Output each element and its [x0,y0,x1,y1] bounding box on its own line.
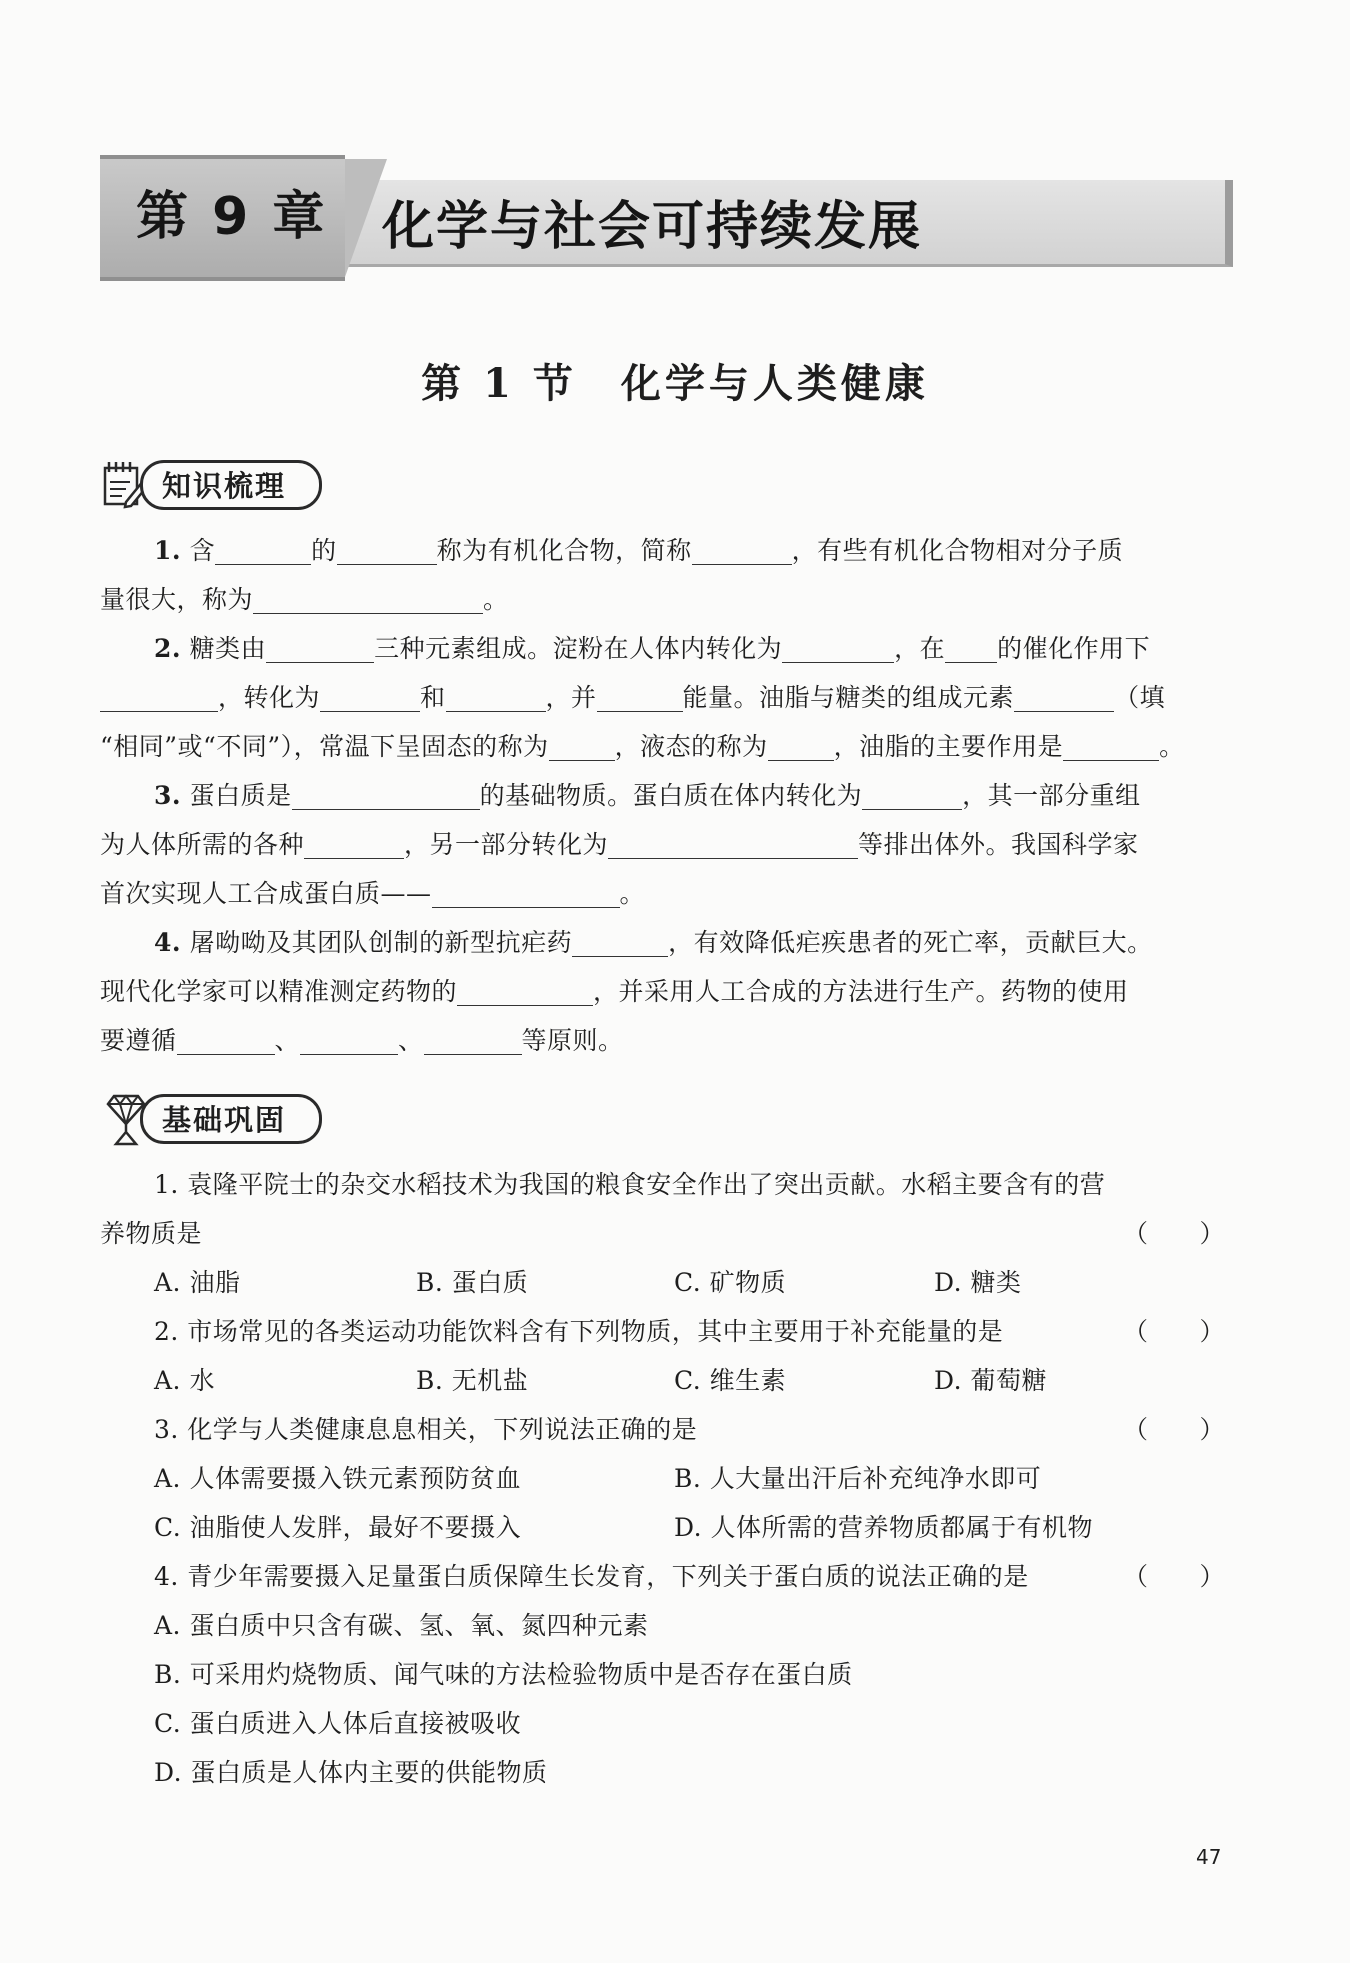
answer-blank[interactable] [692,534,792,565]
basic-q4-option-d [100,1748,1225,1797]
basic-q1-stem-cont [100,1209,1225,1258]
question-stem: 养物质是 [100,1219,203,1248]
text-run: “相同”或“不同”），常温下呈固态的称为 [100,732,549,761]
text-run: （填 [1114,683,1166,712]
basic-q1-stem [100,1160,1225,1209]
chapter-title: 化学与社会可持续发展 [382,197,923,257]
answer-blank[interactable] [1014,681,1114,712]
knowledge-q1-cont [100,575,1225,624]
knowledge-q4-cont1 [100,967,1225,1016]
text-run: 要遵循 [100,1026,177,1055]
text-run: 三种元素组成。淀粉在人体内转化为 [374,634,783,663]
text-run: 。 [619,879,646,908]
option-a: A. 蛋白质中只含有碳、氢、氧、氮四种元素 [154,1611,649,1640]
knowledge-q1 [100,526,1225,575]
text-run: ，转化为 [218,683,321,712]
knowledge-q3-cont2 [100,869,1225,918]
answer-blank[interactable] [253,583,483,614]
option-d: D. 葡萄糖 [934,1366,1048,1395]
knowledge-q2 [100,624,1225,673]
knowledge-label-text: 知识梳理 [162,469,287,503]
text-run: ，另一部分转化为 [404,830,609,859]
answer-blank[interactable] [608,828,858,859]
answer-blank[interactable] [292,779,480,810]
option-d: D. 人体所需的营养物质都属于有机物 [674,1513,1094,1542]
answer-parentheses[interactable]: （ ） [1122,1415,1225,1444]
basic-q3-options-cd [100,1503,1225,1552]
text-run: 蛋白质是 [189,781,292,810]
text-run: 、 [398,1026,424,1055]
question-number: 2. [154,634,182,663]
option-b: B. 人大量出汗后补充纯净水即可 [674,1464,1042,1493]
option-c: C. 维生素 [674,1366,787,1395]
text-run: 等原则。 [521,1026,624,1055]
option-b: B. 蛋白质 [416,1268,529,1297]
question-stem: 1. 袁隆平院士的杂交水稻技术为我国的粮食安全作出了突出贡献。水稻主要含有的营 [154,1170,1106,1199]
text-run: 称为有机化合物，简称 [436,536,692,565]
text-run: ，液态的称为 [614,732,768,761]
knowledge-q4 [100,918,1225,967]
basic-label [100,1092,320,1142]
text-run: 等排出体外。我国科学家 [858,830,1139,859]
basic-q2-options [100,1356,1225,1405]
answer-blank[interactable] [549,730,615,761]
answer-blank[interactable] [100,681,218,712]
option-a: A. 人体需要摄入铁元素预防贫血 [154,1464,521,1493]
basic-q4-option-a [100,1601,1225,1650]
text-run: ，在 [894,634,946,663]
knowledge-q3-cont1 [100,820,1225,869]
question-number: 4. [154,928,182,957]
option-c: C. 矿物质 [674,1268,787,1297]
answer-blank[interactable] [320,681,420,712]
text-run: ，并采用人工合成的方法进行生产。药物的使用 [593,977,1129,1006]
knowledge-q2-cont2 [100,722,1225,771]
option-b: B. 可采用灼烧物质、闻气味的方法检验物质中是否存在蛋白质 [154,1660,853,1689]
answer-blank[interactable] [597,681,683,712]
question-number: 3. [154,781,182,810]
answer-parentheses[interactable]: （ ） [1122,1219,1225,1248]
knowledge-q4-cont2 [100,1016,1225,1065]
text-run: 。 [1159,732,1185,761]
option-b: B. 无机盐 [416,1366,529,1395]
basic-q3-stem [100,1405,1225,1454]
basic-q4-stem [100,1552,1225,1601]
text-run: 能量。油脂与糖类的组成元素 [682,683,1015,712]
question-number: 1. [154,536,182,565]
text-run: 首次实现人工合成蛋白质—— [100,879,432,908]
page-number: 47 [1196,1845,1222,1869]
text-run: 量很大，称为 [100,585,254,614]
knowledge-label [100,458,320,508]
text-run: 为人体所需的各种 [100,830,305,859]
question-stem: 2. 市场常见的各类运动功能饮料含有下列物质，其中主要用于补充能量的是 [154,1317,1004,1346]
answer-blank[interactable] [862,779,962,810]
answer-parentheses[interactable]: （ ） [1122,1562,1225,1591]
answer-blank[interactable] [457,975,593,1006]
basic-q4-option-b [100,1650,1225,1699]
answer-blank[interactable] [446,681,546,712]
answer-blank[interactable] [215,534,311,565]
option-a: A. 油脂 [154,1268,241,1297]
answer-blank[interactable] [424,1024,522,1055]
answer-blank[interactable] [768,730,834,761]
option-c: C. 油脂使人发胖，最好不要摄入 [154,1513,522,1542]
question-stem: 3. 化学与人类健康息息相关，下列说法正确的是 [154,1415,698,1444]
knowledge-q2-cont1 [100,673,1225,722]
text-run: ，并 [545,683,597,712]
answer-parentheses[interactable]: （ ） [1122,1317,1225,1346]
knowledge-section [100,526,1225,1065]
answer-blank[interactable] [304,828,404,859]
text-run: 、 [274,1026,301,1055]
text-run: ，有些有机化合物相对分子质 [791,536,1124,565]
basic-q4-option-c [100,1699,1225,1748]
basic-q3-options-ab [100,1454,1225,1503]
knowledge-q3 [100,771,1225,820]
text-run: 的 [311,536,337,565]
text-run: 屠呦呦及其团队创制的新型抗疟药 [189,928,573,957]
answer-blank[interactable] [572,926,668,957]
text-run: ，有效降低疟疾患者的死亡率，贡献巨大。 [668,928,1153,957]
section-title: 第 1 节 化学与人类健康 [421,360,929,407]
option-a: A. 水 [154,1366,215,1395]
answer-blank[interactable] [945,632,997,663]
answer-blank[interactable] [1063,730,1159,761]
option-d: D. 糖类 [934,1268,1022,1297]
question-stem: 4. 青少年需要摄入足量蛋白质保障生长发育，下列关于蛋白质的说法正确的是 [154,1562,1029,1591]
basic-label-text: 基础巩固 [162,1103,287,1137]
text-run: 现代化学家可以精准测定药物的 [100,977,458,1006]
chapter-banner [100,150,1225,280]
text-run: 和 [420,683,446,712]
option-c: C. 蛋白质进入人体后直接被吸收 [154,1709,522,1738]
basic-q2-stem [100,1307,1225,1356]
answer-blank[interactable] [782,632,894,663]
answer-blank[interactable] [177,1024,275,1055]
text-run: 的基础物质。蛋白质在体内转化为 [479,781,863,810]
text-run: ，油脂的主要作用是 [833,732,1064,761]
option-d: D. 蛋白质是人体内主要的供能物质 [154,1758,548,1787]
text-run: 含 [189,536,216,565]
text-run: ，其一部分重组 [962,781,1141,810]
answer-blank[interactable] [432,877,620,908]
text-run: 。 [483,585,509,614]
answer-blank[interactable] [300,1024,398,1055]
basic-q1-options [100,1258,1225,1307]
answer-blank[interactable] [337,534,437,565]
answer-blank[interactable] [266,632,374,663]
chapter-number: 第 9 章 [136,187,328,247]
text-run: 糖类由 [189,634,267,663]
text-run: 的催化作用下 [997,634,1151,663]
